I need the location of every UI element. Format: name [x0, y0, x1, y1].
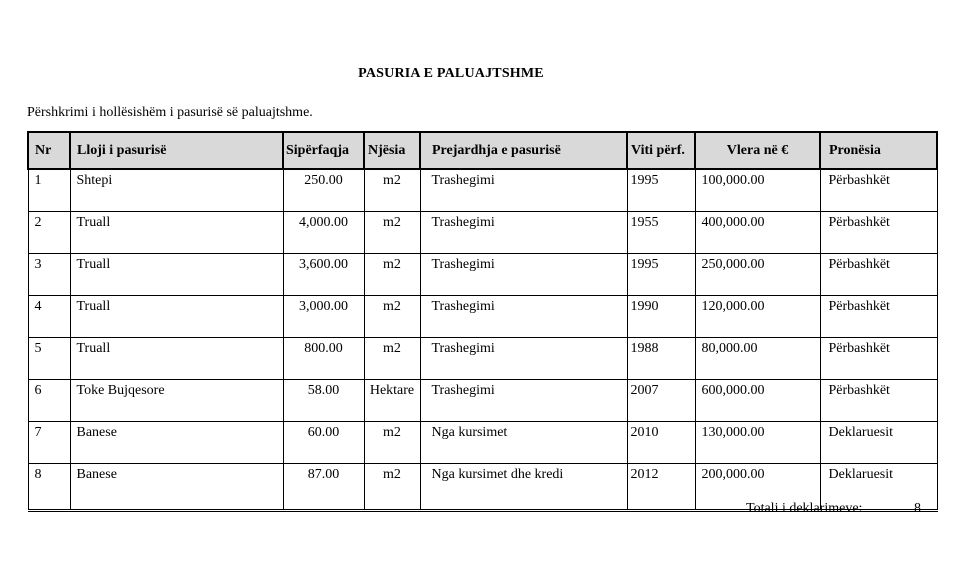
- cell-nr: 3: [28, 254, 70, 296]
- cell-pronesia: Deklaruesit: [820, 422, 937, 464]
- cell-lloji: Truall: [70, 338, 283, 380]
- header-pronesia: Pronësia: [820, 132, 937, 169]
- cell-njesia: Hektare: [364, 380, 420, 422]
- table-row: [28, 254, 937, 296]
- cell-lloji: Truall: [70, 212, 283, 254]
- header-vlera: Vlera në €: [695, 132, 820, 169]
- total-label: Totali i deklarimeve:: [746, 501, 863, 516]
- table-row: [28, 296, 937, 338]
- cell-prejardhja: Trashegimi: [420, 254, 627, 296]
- cell-lloji: Truall: [70, 254, 283, 296]
- cell-pronesia: Përbashkët: [820, 380, 937, 422]
- cell-nr: 6: [28, 380, 70, 422]
- cell-vlera: 80,000.00: [695, 338, 820, 380]
- cell-njesia: m2: [364, 212, 420, 254]
- document-subtitle: Përshkrimi i hollësishëm i pasurisë së paluajtshme.: [27, 105, 313, 120]
- cell-viti: 1995: [627, 254, 695, 296]
- cell-prejardhja: Trashegimi: [420, 212, 627, 254]
- cell-vlera: 400,000.00: [695, 212, 820, 254]
- cell-lloji: Banese: [70, 464, 283, 511]
- cell-prejardhja: Trashegimi: [420, 338, 627, 380]
- cell-njesia: m2: [364, 464, 420, 511]
- cell-siperfaqja: 4,000.00: [283, 212, 364, 254]
- cell-pronesia: Deklaruesit: [820, 464, 937, 511]
- cell-nr: 7: [28, 422, 70, 464]
- cell-viti: 2012: [627, 464, 695, 511]
- cell-prejardhja: Trashegimi: [420, 169, 627, 212]
- cell-pronesia: Përbashkët: [820, 296, 937, 338]
- header-nr: Nr: [28, 132, 70, 169]
- table-row: [28, 212, 937, 254]
- cell-njesia: m2: [364, 296, 420, 338]
- cell-siperfaqja: 3,000.00: [283, 296, 364, 338]
- cell-viti: 1995: [627, 169, 695, 212]
- cell-njesia: m2: [364, 169, 420, 212]
- cell-viti: 1990: [627, 296, 695, 338]
- cell-prejardhja: Trashegimi: [420, 380, 627, 422]
- header-viti: Viti përf.: [627, 132, 695, 169]
- cell-vlera: 250,000.00: [695, 254, 820, 296]
- cell-nr: 2: [28, 212, 70, 254]
- cell-vlera: 600,000.00: [695, 380, 820, 422]
- cell-siperfaqja: 250.00: [283, 169, 364, 212]
- cell-njesia: m2: [364, 254, 420, 296]
- cell-vlera: 200,000.00: [695, 464, 820, 511]
- header-njesia: Njësia: [364, 132, 420, 169]
- cell-siperfaqja: 58.00: [283, 380, 364, 422]
- cell-pronesia: Përbashkët: [820, 254, 937, 296]
- cell-nr: 5: [28, 338, 70, 380]
- table-row: [28, 380, 937, 422]
- cell-lloji: Shtepi: [70, 169, 283, 212]
- cell-njesia: m2: [364, 422, 420, 464]
- header-prejardhja: Prejardhja e pasurisë: [420, 132, 627, 169]
- property-table: [27, 131, 938, 512]
- document-title: PASURIA E PALUAJTSHME: [358, 66, 544, 81]
- cell-lloji: Banese: [70, 422, 283, 464]
- cell-prejardhja: Nga kursimet: [420, 422, 627, 464]
- header-siperfaqja: Sipërfaqja: [283, 132, 364, 169]
- cell-viti: 2007: [627, 380, 695, 422]
- cell-siperfaqja: 60.00: [283, 422, 364, 464]
- cell-vlera: 100,000.00: [695, 169, 820, 212]
- header-lloji: Lloji i pasurisë: [70, 132, 283, 169]
- cell-siperfaqja: 3,600.00: [283, 254, 364, 296]
- cell-prejardhja: Trashegimi: [420, 296, 627, 338]
- cell-nr: 8: [28, 464, 70, 511]
- cell-nr: 4: [28, 296, 70, 338]
- cell-viti: 1955: [627, 212, 695, 254]
- cell-njesia: m2: [364, 338, 420, 380]
- table-header-row: [28, 132, 937, 169]
- cell-pronesia: Përbashkët: [820, 338, 937, 380]
- cell-pronesia: Përbashkët: [820, 169, 937, 212]
- cell-lloji: Truall: [70, 296, 283, 338]
- total-value: 8: [914, 501, 921, 516]
- table-row: [28, 169, 937, 212]
- cell-viti: 2010: [627, 422, 695, 464]
- cell-siperfaqja: 87.00: [283, 464, 364, 511]
- cell-nr: 1: [28, 169, 70, 212]
- table-row: [28, 338, 937, 380]
- table-row: [28, 422, 937, 464]
- cell-pronesia: Përbashkët: [820, 212, 937, 254]
- cell-viti: 1988: [627, 338, 695, 380]
- cell-vlera: 120,000.00: [695, 296, 820, 338]
- cell-prejardhja: Nga kursimet dhe kredi: [420, 464, 627, 511]
- cell-siperfaqja: 800.00: [283, 338, 364, 380]
- cell-lloji: Toke Bujqesore: [70, 380, 283, 422]
- cell-vlera: 130,000.00: [695, 422, 820, 464]
